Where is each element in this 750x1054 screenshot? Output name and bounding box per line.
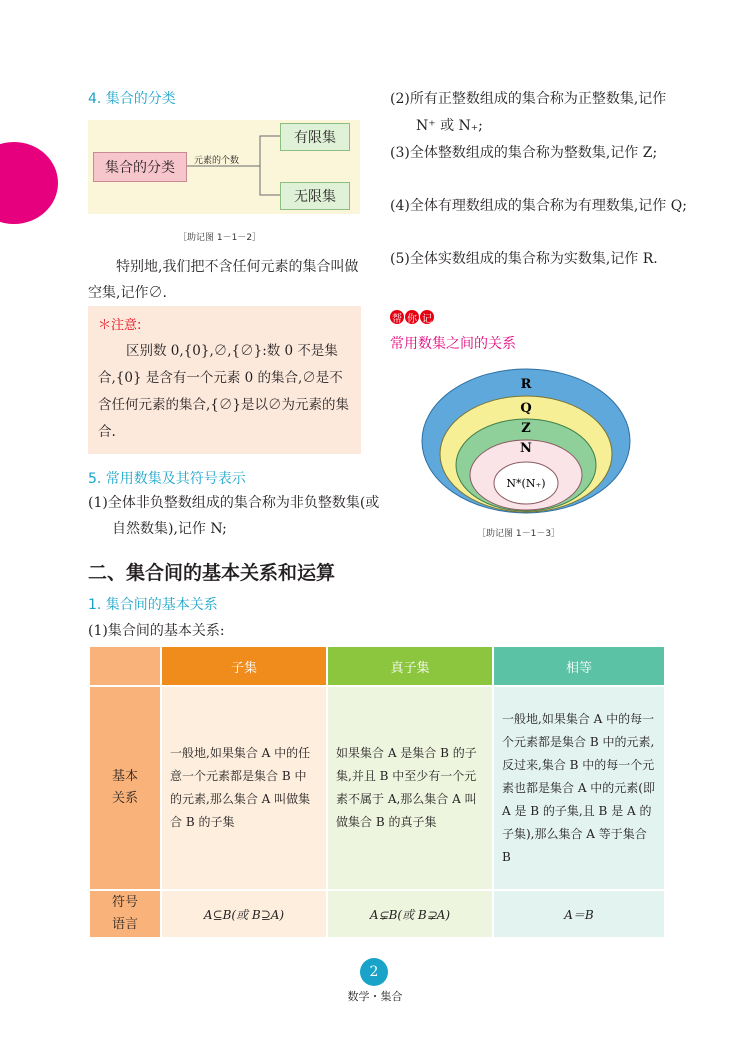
decorative-pink-circle — [0, 142, 58, 224]
table-corner-cell — [89, 646, 161, 686]
badge-char: 帮 — [390, 310, 404, 324]
heading-number-sets: 5. 常用数集及其符号表示 — [88, 471, 246, 487]
diagram-finite-set-node: 有限集 — [280, 123, 350, 151]
page-number: 2 — [360, 958, 388, 986]
set-relations-table — [88, 645, 666, 939]
list-item-reals: (5)全体实数组成的集合称为实数集,记作 R. — [390, 251, 658, 267]
badge-char: 记 — [420, 310, 434, 324]
row-label-symbolic — [89, 890, 161, 938]
list-item-rationals: (4)全体有理数组成的集合称为有理数集,记作 Q; — [390, 198, 687, 214]
list-item-positive-integers: (2)所有正整数组成的集合称为正整数集,记作 N⁺ 或 N₊; — [390, 91, 667, 134]
note-title: ＊注意: — [98, 318, 142, 333]
table-row — [89, 686, 665, 890]
venn-label-R: R — [520, 377, 532, 392]
classification-diagram — [88, 120, 360, 214]
venn-label-Q: Q — [520, 401, 532, 416]
note-text: 区别数 0,{0},∅,{∅}:数 0 不是集合,{0} 是含有一个元素 0 的集合,∅是不含任何元素的集合,{∅}是以∅为元素的集合. — [98, 343, 349, 440]
cell-proper-subset-definition: 如果集合 A 是集合 B 的子集,并且 B 中至少有一个元素不属于 A,那么集合 A 叫做集合 B 的真子集 — [327, 686, 493, 890]
cell-equal-symbol: A＝B — [493, 890, 665, 938]
list-item-integers: (3)全体整数组成的集合称为整数集,记作 Z; — [390, 145, 658, 161]
diagram-infinite-set-node: 无限集 — [280, 182, 350, 210]
cell-equal-definition: 一般地,如果集合 A 中的每一个元素都是集合 B 中的元素,反过来,集合 B 中的每一个元素也都是集合 A 中的元素(即 A 是 B 的子集,且 B 是 A 的子集),那么集合 A 等于集合 B — [493, 686, 665, 890]
header-equal: 相等 — [493, 646, 665, 686]
number-set-venn-diagram — [420, 366, 632, 516]
empty-set-paragraph: 特别地,我们把不含任何元素的集合叫做空集,记作∅. — [88, 259, 359, 301]
diagram-caption: ［助记图 1－1－2］ — [178, 233, 262, 243]
badge-char: 你 — [405, 310, 419, 324]
header-proper-subset: 真子集 — [327, 646, 493, 686]
note-box — [88, 306, 361, 454]
subsection-intro: (1)集合间的基本关系: — [88, 623, 225, 639]
list-item-natural-numbers: (1)全体非负整数组成的集合称为非负整数集(或自然数集),记作 N; — [88, 495, 380, 537]
relation-title: 常用数集之间的关系 — [390, 336, 516, 352]
memory-badge — [390, 310, 434, 324]
row-label-line: 符号 — [111, 895, 138, 910]
cell-subset-definition: 一般地,如果集合 A 中的任意一个元素都是集合 B 中的元素,那么集合 A 叫做集合 B 的子集 — [161, 686, 327, 890]
cell-subset-symbol: A⊆B(或 B⊇A) — [161, 890, 327, 938]
row-label-line: 基本 — [111, 769, 138, 784]
diagram-edge-label: 元素的个数 — [194, 156, 240, 166]
diagram-root-node: 集合的分类 — [93, 152, 187, 182]
venn-label-N: N — [520, 441, 532, 456]
row-label-basic-relation — [89, 686, 161, 890]
venn-caption: ［助记图 1－1－3］ — [477, 529, 561, 539]
heading-set-classification: 4. 集合的分类 — [88, 91, 176, 107]
row-label-line: 语言 — [111, 917, 138, 932]
page-footer: 数学・集合 — [347, 990, 403, 1003]
cell-proper-subset-symbol: A⊊B(或 B⊋A) — [327, 890, 493, 938]
table-header-row — [89, 646, 665, 686]
subsection-title: 1. 集合间的基本关系 — [88, 597, 218, 613]
venn-label-Z: Z — [521, 421, 531, 436]
section-title: 二、集合间的基本关系和运算 — [88, 562, 336, 584]
header-subset: 子集 — [161, 646, 327, 686]
row-label-line: 关系 — [111, 791, 138, 806]
table-row — [89, 890, 665, 938]
venn-label-Nplus: N*(N₊) — [506, 477, 546, 490]
